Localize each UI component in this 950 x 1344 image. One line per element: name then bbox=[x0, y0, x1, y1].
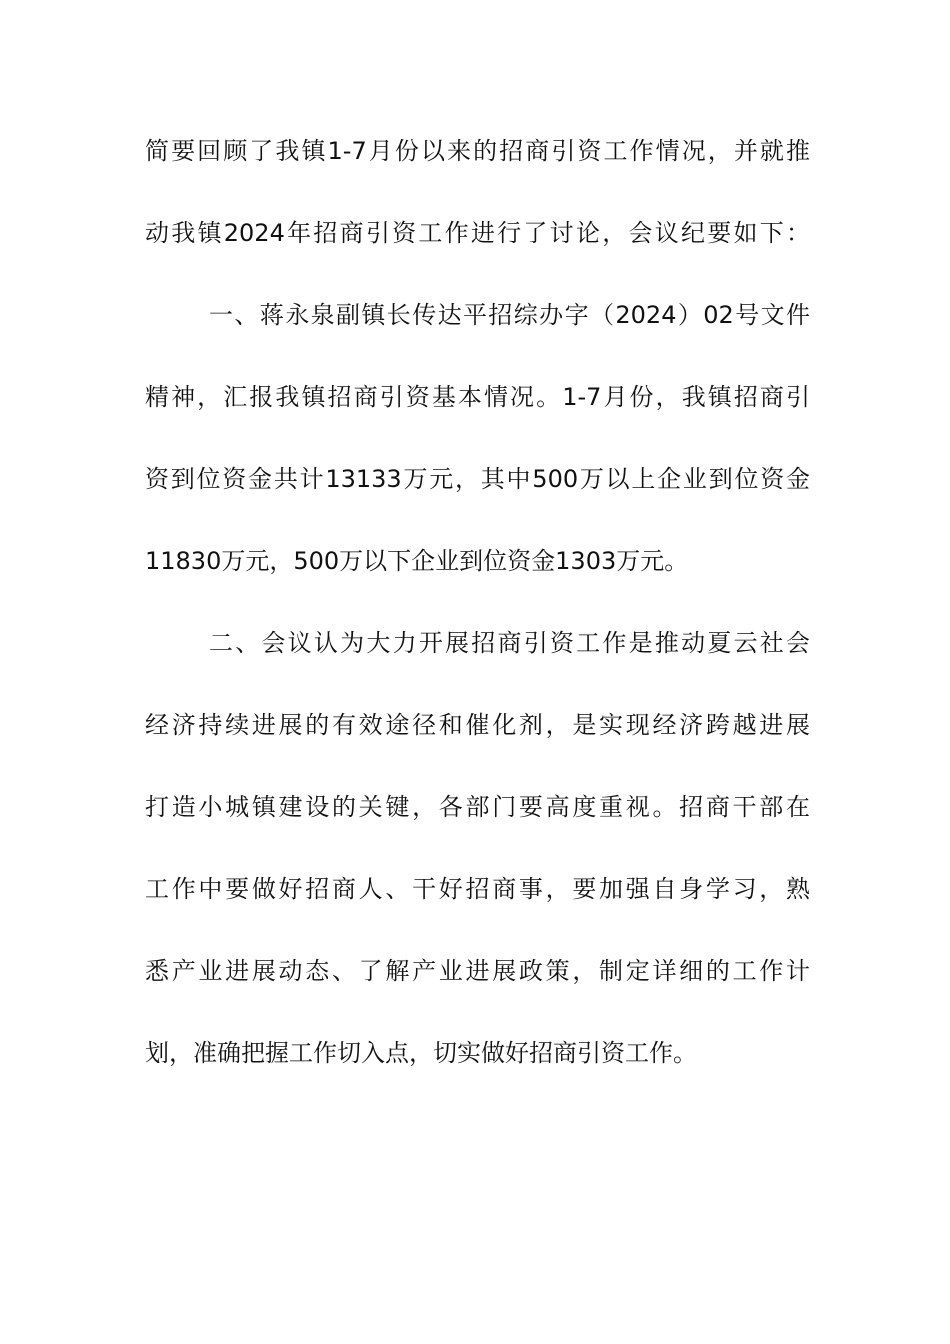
text-line-4: 精神，汇报我镇招商引资基本情况。1-7月份，我镇招商引 bbox=[145, 383, 810, 411]
text-line-2: 动我镇2024年招商引资工作进行了讨论，会议纪要如下： bbox=[145, 219, 810, 247]
text-line-5: 资到位资金共计13133万元，其中500万以上企业到位资金 bbox=[145, 465, 810, 493]
document-body bbox=[145, 125, 810, 1109]
text-line-11: 悉产业进展动态、了解产业进展政策，制定详细的工作计 bbox=[145, 957, 810, 985]
text-line-7: 二、会议认为大力开展招商引资工作是推动夏云社会 bbox=[209, 629, 810, 657]
text-line-12: 划，准确把握工作切入点，切实做好招商引资工作。 bbox=[145, 1039, 697, 1067]
text-line-10: 工作中要做好招商人、干好招商事，要加强自身学习，熟 bbox=[145, 875, 810, 903]
text-line-1: 简要回顾了我镇1-7月份以来的招商引资工作情况，并就推 bbox=[145, 137, 810, 165]
text-line-6: 11830万元，500万以下企业到位资金1303万元。 bbox=[145, 547, 689, 575]
text-line-8: 经济持续进展的有效途径和催化剂，是实现经济跨越进展 bbox=[145, 711, 810, 739]
text-line-3: 一、蒋永泉副镇长传达平招综办字（2024）02号文件 bbox=[209, 301, 810, 329]
text-line-9: 打造小城镇建设的关键，各部门要高度重视。招商干部在 bbox=[145, 793, 810, 821]
